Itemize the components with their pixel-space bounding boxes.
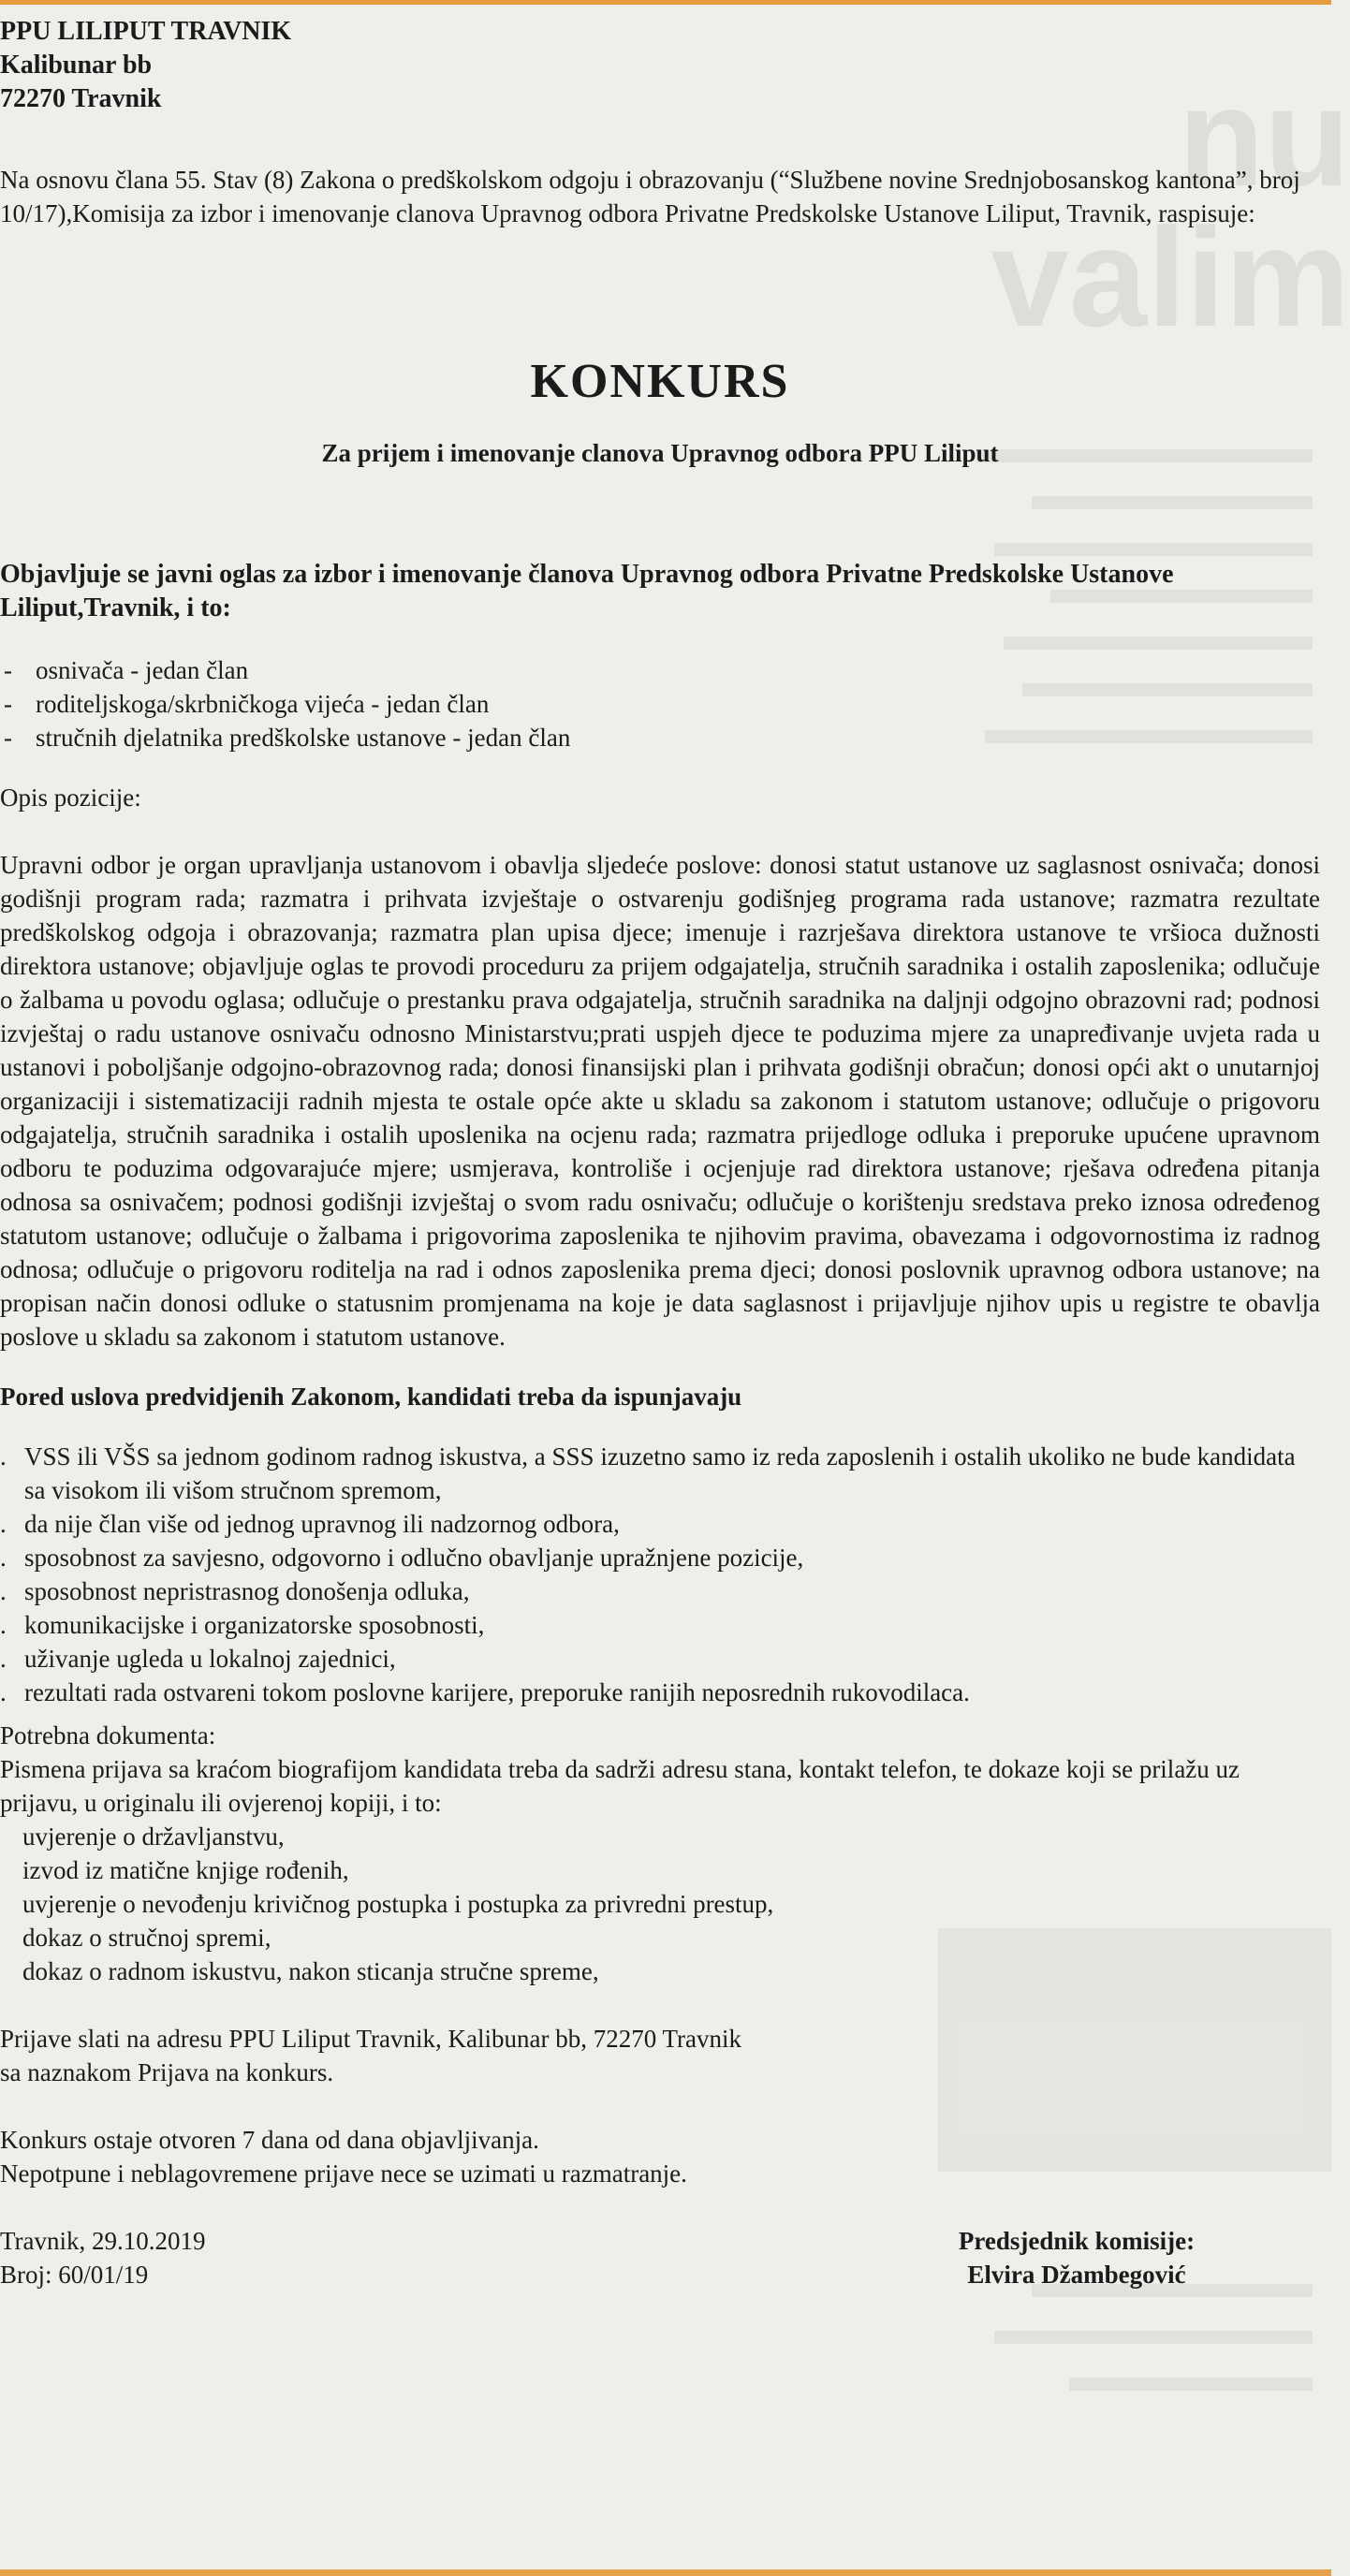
- list-item: . VSS ili VŠS sa jednom godinom radnog iskustva, a SSS izuzetno samo iz reda zaposlenih i ostalih ukoliko ne bude kandidata sa visokom ili višom stručnom spremom,: [0, 1440, 1320, 1507]
- conditions-title: Pored uslova predvidjenih Zakonom, kandidati treba da ispunjavaju: [0, 1383, 742, 1411]
- bullet-icon: .: [0, 1544, 7, 1572]
- announcement: Objavljuje se javni oglas za izbor i imenovanje članova Upravnog odbora Privatne Predskolske Ustanove Liliput,Travnik, i to:: [0, 560, 1174, 622]
- position-label: Opis pozicije:: [0, 783, 141, 812]
- bullet-icon: .: [0, 1678, 7, 1706]
- documents-intro: Pismena prijava sa kraćom biografijom kandidata treba da sadrži adresu stana, kontakt telefon, te dokaze koji se prilažu uz prijavu, u originalu ili ovjerenoj kopiji, i to:: [0, 1755, 1240, 1817]
- reverse-page-showthrough: nu valim: [938, 56, 1331, 2490]
- signer-title: Predsjednik komisije:: [958, 2227, 1196, 2255]
- place-and-number: [0, 2224, 206, 2291]
- document-footer: [0, 2224, 1320, 2299]
- list-item: dokaz o radnom iskustvu, nakon sticanja stručne spreme,: [22, 1957, 599, 1985]
- place-date: Travnik, 29.10.2019: [0, 2227, 206, 2255]
- list-item: - roditeljskoga/skrbničkoga vijeća - jedan član: [0, 687, 1320, 721]
- list-item: . sposobnost za savjesno, odgovorno i odlučno obavljanje upražnjene pozicije,: [0, 1541, 1320, 1574]
- signature-block: [936, 2224, 1217, 2291]
- list-item: . uživanje ugleda u lokalnoj zajednici,: [0, 1642, 1320, 1676]
- submission-address: Prijave slati na adresu PPU Liliput Travnik, Kalibunar bb, 72270 Travnik: [0, 2025, 741, 2053]
- bullet-icon: .: [0, 1645, 7, 1673]
- institution-city: 72270 Travnik: [0, 84, 162, 113]
- list-item: . komunikacijske i organizatorske sposobnosti,: [0, 1608, 1320, 1642]
- document-subtitle: Za prijem i imenovanje clanova Upravnog odbora PPU Liliput: [321, 439, 999, 467]
- bullet-icon: .: [0, 1442, 7, 1471]
- bullet-icon: -: [4, 724, 12, 752]
- bullet-icon: -: [4, 690, 12, 718]
- institution-address: Kalibunar bb: [0, 51, 153, 80]
- submission-info: [0, 2022, 1320, 2089]
- incomplete-notice: Nepotpune i neblagovremene prijave nece se uzimati u razmatranje.: [0, 2159, 687, 2188]
- bullet-icon: .: [0, 1510, 7, 1538]
- list-item: uvjerenje o nevođenju krivičnog postupka i postupka za privredni prestup,: [22, 1890, 774, 1918]
- list-item: . rezultati rada ostvareni tokom poslovne karijere, preporuke ranijih neposrednih rukovodilaca.: [0, 1676, 1320, 1709]
- paper-bottom-edge: [0, 2569, 1331, 2576]
- list-item: - osnivača - jedan član: [0, 653, 1320, 687]
- documents-list: [0, 1820, 1320, 1988]
- document-title: KONKURS: [530, 355, 790, 408]
- document-number: Broj: 60/01/19: [0, 2261, 149, 2289]
- intro-paragraph: Na osnovu člana 55. Stav (8) Zakona o predškolskom odgoju i obrazovanju (“Službene novine Srednjobosanskog kantona”, broj 10/17),Komisija za izbor i imenovanje clanova Upravnog odbora Privatne Predskolske Ustanove Liliput, Travnik, raspisuje:: [0, 166, 1300, 227]
- list-item: - stručnih djelatnika predškolske ustanove - jedan član: [0, 721, 1320, 754]
- bullet-icon: -: [4, 656, 12, 684]
- list-item: izvod iz matične knjige rođenih,: [22, 1856, 349, 1884]
- conditions-list: [0, 1440, 1320, 1709]
- paper-top-edge: [0, 0, 1331, 5]
- deadline-info: [0, 2123, 1320, 2190]
- member-list: [0, 653, 1320, 754]
- list-item: uvjerenje o državljanstvu,: [22, 1822, 285, 1851]
- submission-note: sa naznakom Prijava na konkurs.: [0, 2058, 334, 2086]
- list-item: . da nije član više od jednog upravnog ili nadzornog odbora,: [0, 1507, 1320, 1541]
- list-item: . sposobnost nepristrasnog donošenja odluka,: [0, 1574, 1320, 1608]
- position-description: Upravni odbor je organ upravljanja ustanovom i obavlja sljedeće poslove: donosi statut ustanove uz saglasnost osnivača; donosi godišnji program rada; razmatra i prihvata izvještaje o ostvarenju godišnjeg programa rada ustanove; razmatra rezultate predškolskog odgoja i obrazovanja; razmatra plan upisa djece; imenuje i razrješava direktora ustanove te vršioca dužnosti direktora ustanove; objavljuje oglas te provodi proceduru za prijem odgajatelja, stručnih saradnika i ostalih zaposlenika; odlučuje o žalbama u povodu oglasa; odlučuje o prestanku prava odgajatelja, stručnih saradnika na daljnji odgojno obrazovni rad; podnosi izvještaj o radu ustanove osnivaču odnosno Ministarstvu;prati uspjeh djece te poduzima mjere za unapređivanje uvjeta rada u ustanovi i poboljšanje odgojno-obrazovnog rada; donosi finansijski plan i prihvata godišnji obračun; donosi opći akt o unutarnjoj organizaciji i sistematizaciji radnih mjesta te ostale opće akte u skladu sa zakonom i statutom ustanove; odlučuje o prigovoru odgajatelja, stručnih saradnika i ostalih uposlenika na ocjenu rada; razmatra prijedloge odluka i preporuke upućene upravnom odboru te poduzima odgovarajuće mjere; usmjerava, kontroliše i ocjenjuje rad direktora ustanove; rješava određena pitanja odnosa sa osnivačem; podnosi godišnji izvještaj o svom radu osnivaču; odlučuje o korištenju sredstava preko iznosa određenog statutom ustanove; odlučuje o žalbama i prigovorima zaposlenika te njihovim pravima, obavezama i odgovornostima iz radnog odnosa; odlučuje o prigovoru roditelja na rad i odnos zaposlenika prema djeci; donosi poslovnik upravnog odbora ustanove; na propisan način donosi odluke o statusnim promjenama na koje je data saglasnost i prijavljuje njihov upis u registre te obavlja poslove u skladu sa zakonom i statutom ustanove.: [0, 851, 1320, 1351]
- institution-name: PPU LILIPUT TRAVNIK: [0, 17, 292, 46]
- bullet-icon: .: [0, 1611, 7, 1639]
- documents-title: Potrebna dokumenta:: [0, 1721, 216, 1749]
- list-item: dokaz o stručnoj spremi,: [22, 1924, 271, 1952]
- bullet-icon: .: [0, 1577, 7, 1605]
- signer-name: Elvira Džambegović: [967, 2261, 1186, 2289]
- document-page: [0, 15, 1320, 2299]
- deadline-text: Konkurs ostaje otvoren 7 dana od dana objavljivanja.: [0, 2126, 539, 2154]
